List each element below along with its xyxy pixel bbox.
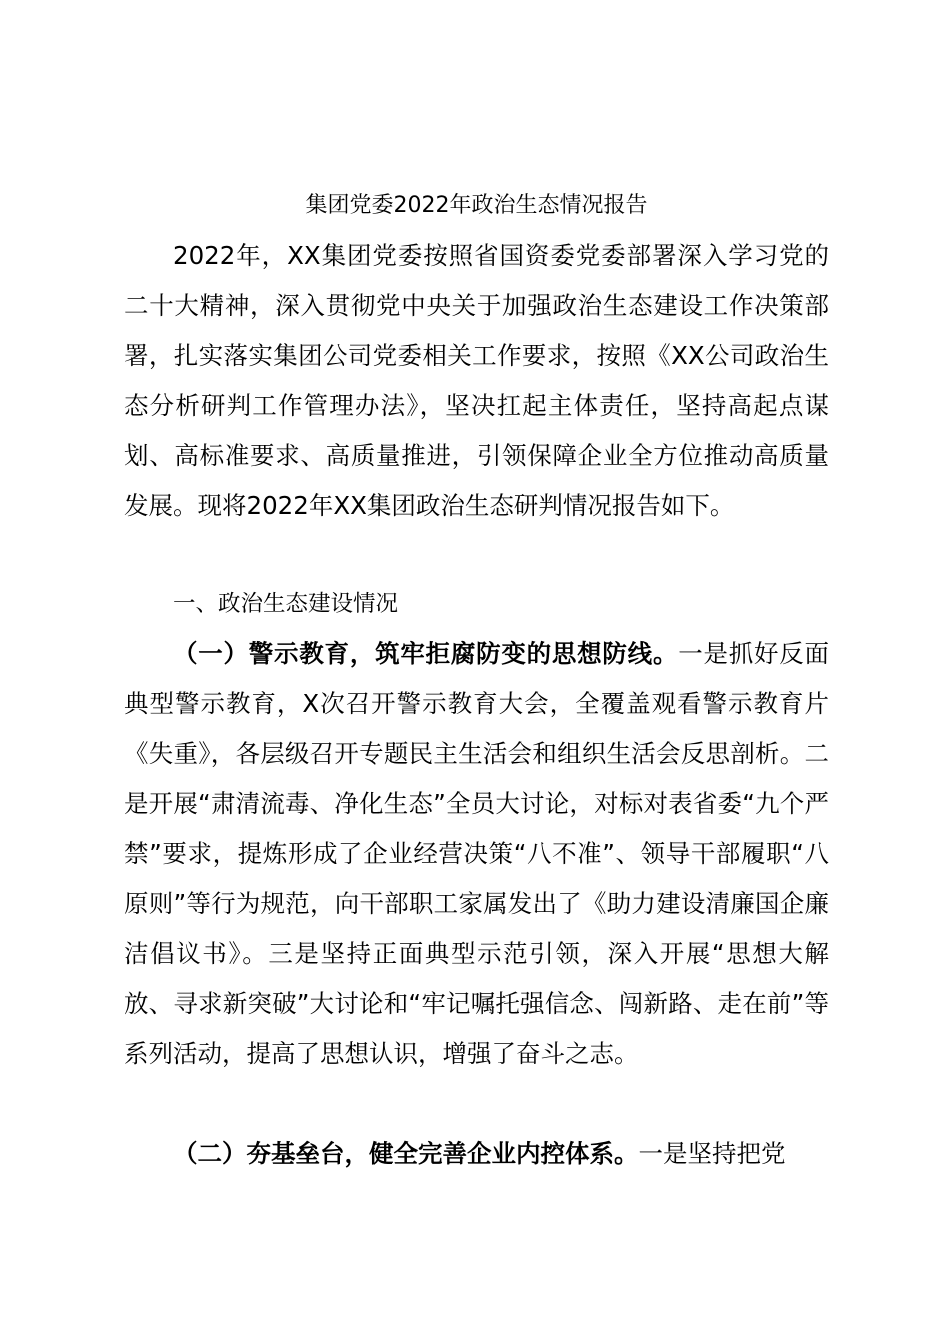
section-heading-1: 一、政治生态建设情况	[173, 591, 399, 617]
subsection-heading-2: （二）夯基垒台，健全完善企业内控体系。	[173, 1139, 639, 1168]
document-title: 集团党委2022年政治生态情况报告	[305, 193, 648, 218]
document-page	[124, 0, 829, 1344]
subsection-body-1: 一是抓好反面典型警示教育，X次召开警示教育大会，全覆盖观看警示教育片《失重》，各层级召开专题民主生活会和组织生活会反思剖析。二是开展“肃清流毒、净化生态”全员大讨论，对标对表省委“九个严禁”要求，提炼形成了企业经营决策“八不准”、领导干部履职“八原则”等行为规范，向干部职工家属发出了《助力建设清廉国企廉洁倡议书》。三是坚持正面典型示范引领，深入开展“思想大解放、寻求新突破”大讨论和“牢记嘱托强信念、闯新路、走在前”等系列活动，提高了思想认识，增强了奋斗之志。	[124, 639, 830, 1068]
subsection-paragraph-2	[124, 1129, 829, 1179]
subsection-body-2: 一是坚持把党	[638, 1139, 786, 1168]
subsection-paragraph-1	[124, 629, 829, 1079]
subsection-heading-1: （一）警示教育，筑牢拒腐防变的思想防线。	[173, 639, 679, 668]
intro-paragraph: 2022年，XX集团党委按照省国资委党委部署深入学习党的二十大精神，深入贯彻党中央关于加强政治生态建设工作决策部署，扎实落实集团公司党委相关工作要求，按照《XX公司政治生态分析研判工作管理办法》，坚决扛起主体责任，坚持高起点谋划、高标准要求、高质量推进，引领保障企业全方位推动高质量发展。现将2022年XX集团政治生态研判情况报告如下。	[124, 241, 829, 520]
